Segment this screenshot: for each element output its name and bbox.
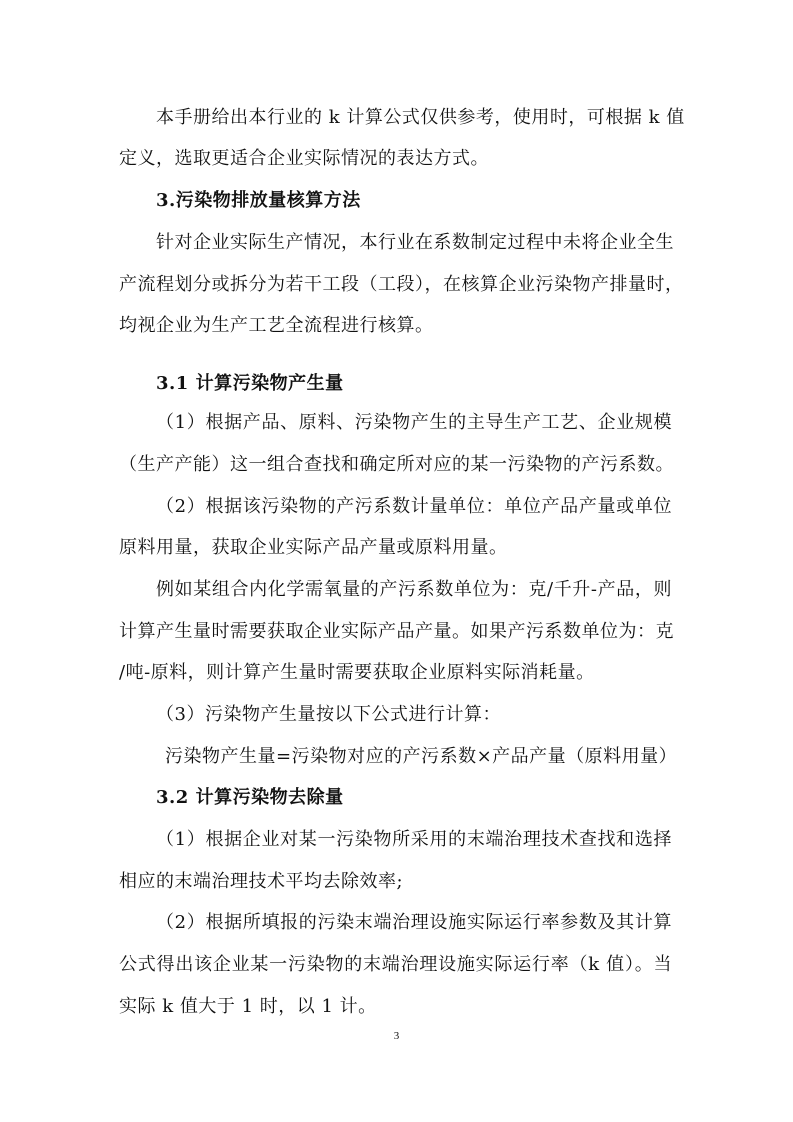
paragraph-line: /吨-原料，则计算产生量时需要获取企业原料实际消耗量。 bbox=[119, 662, 595, 683]
subsection-heading: 3.2 计算污染物去除量 bbox=[156, 787, 344, 808]
paragraph-line: 实际 k 值大于 1 时，以 1 计。 bbox=[119, 996, 377, 1017]
paragraph-line: 原料用量，获取企业实际产品产量或原料用量。 bbox=[119, 537, 508, 558]
paragraph-line: （2）根据该污染物的产污系数计量单位：单位产品产量或单位 bbox=[156, 496, 672, 517]
paragraph-line: 本手册给出本行业的 k 计算公式仅供参考，使用时，可根据 k 值 bbox=[156, 107, 685, 128]
paragraph-line: 产流程划分或拆分为若干工段（工段），在核算企业污染物产排量时， bbox=[119, 274, 684, 295]
paragraph-line: 均视企业为生产工艺全流程进行核算。 bbox=[119, 315, 434, 336]
paragraph-line: （生产产能）这一组合查找和确定所对应的某一污染物的产污系数。 bbox=[119, 454, 674, 475]
paragraph-line: 公式得出该企业某一污染物的末端治理设施实际运行率（k 值）。当 bbox=[119, 954, 672, 975]
paragraph-line: 针对企业实际生产情况，本行业在系数制定过程中未将企业全生 bbox=[156, 232, 674, 253]
paragraph-line: 相应的末端治理技术平均去除效率; bbox=[119, 871, 404, 892]
paragraph-line: （2）根据所填报的污染末端治理设施实际运行率参数及其计算 bbox=[156, 912, 672, 933]
paragraph-line: （3）污染物产生量按以下公式进行计算： bbox=[156, 704, 501, 725]
paragraph-line: 例如某组合内化学需氧量的产污系数单位为：克/千升-产品，则 bbox=[156, 579, 672, 600]
paragraph-line: 计算产生量时需要获取企业实际产品产量。如果产污系数单位为：克 bbox=[119, 621, 674, 642]
section-heading: 3.污染物排放量核算方法 bbox=[156, 190, 361, 211]
formula-line: 污染物产生量=污染物对应的产污系数×产品产量（原料用量） bbox=[165, 746, 678, 767]
page-number: 3 bbox=[393, 1030, 400, 1042]
paragraph-line: （1）根据企业对某一污染物所采用的末端治理技术查找和选择 bbox=[156, 829, 672, 850]
subsection-heading: 3.1 计算污染物产生量 bbox=[156, 373, 344, 394]
paragraph-line: 定义，选取更适合企业实际情况的表达方式。 bbox=[119, 148, 489, 169]
paragraph-line: （1）根据产品、原料、污染物产生的主导生产工艺、企业规模 bbox=[156, 412, 672, 433]
